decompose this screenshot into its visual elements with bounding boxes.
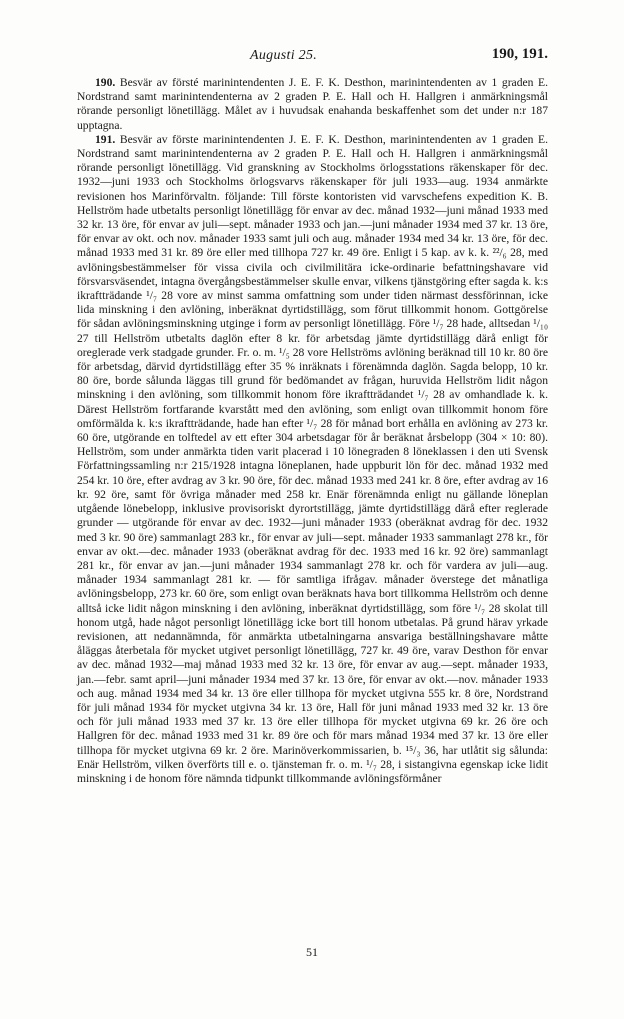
paragraph-text: Besvär av förste marinintendenten J. E. F. K. Desthon, marinintendenten av 1 graden E. Nordstrand samt marinintendenterna av 2 graden P. E. Hall och H. Hallgren i anmärkningsmål rörande personligt lönetillägg. Vid granskning av Stockholms örlogsstations räkenskaper för dec. 1932—juni 1933 och Stockholms örlogsvarvs räkenskaper för juli 1933—aug. 1934 anmärkte revisionen hos Marinförvaltn. följande: Till förste kontoristen vid varvschefens expedition K. B. Hellström hade utbetalts personligt lönetillägg för envar av dec. månad 1932—juni månad 1933 med 32 kr. 13 öre, för envar av juli—sept. månader 1933 och jan.—juni månader 1934 med 37 kr. 13 öre, för envar av okt. och nov. månader 1933 samt juli och aug. månader 1934 med 34 kr. 13 öre, för dec. månad 1933 med 31 kr. 89 öre eller med tillhopa 727 kr. 49 öre. Enligt i 5 kap. av k. k. ²²/₆ 28, med avlöningsbestämmelser för vissa civila och civilmilitära icke-ordinarie befattningshavare vid försvarsväsendet, intagna övergångsbestämmelser skulle envar, vilkens tjänstgöring efter sagda k. k:s ikraftträdande ¹/₇ 28 vore av minst samma omfattning som under tiden närmast dessförinnan, icke lida minskning i den avlöning, inberäknat dyrtidstillägg, som förut tillkommit honom. Gottgörelse för sådan avlöningsminskning utginge i form av personligt lönetillägg. Före ¹/₇ 28 hade, alltsedan ¹/₁₀ 27 till Hellström utbetalts daglön efter 8 kr. för arbetsdag jämte dyrtidstillägg därå enligt för oreglerade verk stadgade grunder. Fr. o. m. ¹/₅ 28 vore Hellströms avlöning beräknad till 10 kr. 80 öre för arbetsdag, därvid dyrtidstillägg efter 35 % inräknats i förenämnda daglön. Sagda belopp, 10 kr. 80 öre, borde sålunda läggas till grund för bedömandet av frågan, huruvida Hellström lidit någon minskning i den avlöning, som tillkommit honom före ikraftträdandet ¹/₇ 28 av omhandlade k. k. Därest Hellström fortfarande kvarstått med den avlöning, som enligt ovan tillkommit honom före omförmälda k. k:s ikraftträdande, hade han efter ¹/₇ 28 för månad bort erhålla en avlöning av 273 kr. 60 öre, utgörande en tolftedel av ett efter 304 arbetsdagar för år beräknat årsbelopp (304 × 10: 80). Hellström, som under anmärkta tiden varit placerad i 10 lönegraden 8 löneklassen i den uti Svensk Författningssamling n:r 215/1928 intagna löneplanen, hade uppburit lön för dec. månad 1932 med 254 kr. 10 öre, efter avdrag av 3 kr. 90 öre, för dec. månad 1933 med 241 kr. 8 öre, efter avdrag av 16 kr. 92 öre, samt för övriga månader med 258 kr. Enär förenämnda enligt nu gällande löneplan utgående lönebelopp, inklusive provisoriskt dyrortstillägg, jämte dyrtidstillägg därå efter reglerade grunder — utgörande för envar av dec. 1932—juni månader 1933 (oberäknat avdrag för dec. 1932 med 3 kr. 90 öre) sammanlagt 283 kr., för envar av juli—sept. månader 1933 sammanlagt 278 kr., för envar av okt.—dec. månader 1933 (oberäknat avdrag för dec. 1933 med 16 kr. 92 öre) sammanlagt 281 kr., för envar av jan.—juni månader 1934 sammanlagt 278 kr. och för vardera av juli—aug. månader 1934 sammanlagt 281 kr. — för samtliga ifrågav. månader överstege det månatliga avlöningsbelopp, 273 kr. 60 öre, som enligt ovan beräknats hava bort tillkomma Hellström och denne alltså icke lidit någon minskning i den avlöning, inberäknat dyrtidstillägg, som före ¹/₇ 28 skolat till honom utgå, hade något personligt lönetillägg icke bort till honom utbetalas. På grund härav yrkade revisionen, att nedannämnda, för anmärkta utbetalningarna ansvariga beställningshavare måtte åläggas återbetala för mycket utgivet personligt lönetillägg, 727 kr. 49 öre, varav Desthon för envar av dec. månad 1932—maj månad 1933 med 32 kr. 13 öre, för envar av aug.—sept. månader 1933, jan.—febr. samt april—juni månader 1934 med 37 kr. 13 öre, för envar av okt.—nov. månader 1933 och aug. månad 1934 med 34 kr. 13 öre eller tillhopa för mycket utgivna 555 kr. 8 öre, Nordstrand för juli månad 1934 för mycket utgivna 34 kr. 13 öre, Hall för juni månad 1933 med 32 kr. 13 öre och för juli månad 1933 med 37 kr. 13 öre eller tillhopa för mycket utgivna 69 kr. 26 öre och Hallgren för dec. månad 1933 med 31 kr. 89 öre och för mars månad 1934 med 37 kr. 13 öre eller tillhopa för mycket utgivna 69 kr. 2 öre. Marinöverkommissarien, b. ¹⁵/₃ 36, har utlåtit sig sålunda: Enär Hellström, vilken överförts till e. o. tjänsteman fr. o. m. ¹/₇ 28, i sistangivna egenskap icke lidit minskning i de honom före nämnda tidpunkt tillkommande avlöningsförmåner xyxy=(77,132,548,785)
document-body xyxy=(77,76,548,786)
paragraph-number: 191. xyxy=(95,132,116,146)
paragraph-text: Besvär av försté marinintendenten J. E. F. K. Desthon, marinintendenten av 1 graden E. Nordstrand samt marinintendenterna av 2 graden P. E. Hall och H. Hallgren i anmärkningsmål rörande personligt lönetillägg. Målet av i huvudsak enahanda beskaffenhet som det under n:r 187 upptagna. xyxy=(77,76,548,132)
paragraph-191 xyxy=(77,133,548,786)
header-page-numbers: 190, 191. xyxy=(491,46,548,62)
footer-page-number: 51 xyxy=(306,945,318,959)
paragraph-190 xyxy=(77,76,548,133)
header-date: Augusti 25. xyxy=(250,48,318,63)
paragraph-number: 190. xyxy=(95,76,116,89)
